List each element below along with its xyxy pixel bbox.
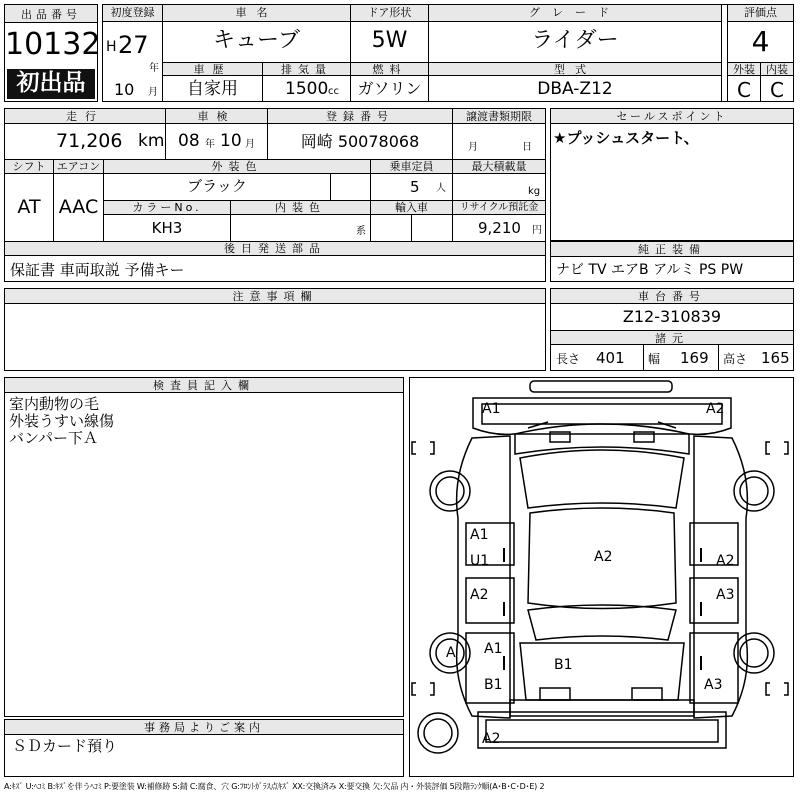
later-parts: 保証書 車両取説 予備キー	[10, 261, 185, 279]
first-listing-text: 初出品	[16, 70, 86, 96]
inspection-month: 10	[220, 131, 242, 151]
displacement-unit: cc	[328, 86, 339, 97]
interior-label: 内装	[766, 63, 788, 76]
first-reg-label: 初度登録	[110, 6, 155, 19]
mileage-label: 走行	[66, 110, 104, 123]
model-label: 型式	[554, 63, 596, 76]
damage-mark: A2	[706, 401, 725, 417]
width: 169	[680, 349, 709, 367]
spec-label: 諸元	[655, 332, 689, 345]
capacity-unit: 人	[436, 183, 446, 194]
length-label: 長さ	[556, 352, 581, 366]
inspector-label: 検査員記入欄	[153, 379, 255, 392]
displacement: 1500	[285, 79, 329, 99]
max-load-label: 最大積載量	[471, 160, 527, 173]
first-reg-month: 10	[114, 80, 135, 99]
mileage: 71,206	[56, 130, 123, 152]
damage-mark: U1	[470, 553, 490, 569]
color-no-label: カラーNo.	[132, 201, 202, 214]
car-outline	[410, 378, 795, 778]
exterior-grade: C	[737, 78, 751, 102]
height-label: 高さ	[723, 352, 748, 366]
inspector-note: 室内動物の毛	[9, 395, 100, 413]
damage-mark: A1	[482, 401, 501, 417]
damage-mark: A2	[716, 553, 735, 569]
grade-label: グレード	[529, 6, 621, 19]
capacity: 5	[410, 178, 420, 196]
history-label: 車歴	[193, 63, 232, 76]
notes-label: 注意事項欄	[232, 290, 318, 303]
damage-mark: A	[446, 645, 456, 661]
damage-mark: A3	[704, 677, 723, 693]
lot-number-label: 出品番号	[21, 8, 81, 21]
damage-mark: A2	[482, 731, 501, 747]
equipment: ナビ TV エアB アルミ PS PW	[556, 262, 744, 278]
inspection-year-unit: 年	[205, 139, 215, 150]
legend-footer: A:ｷｽﾞ U:ﾍｺﾐ B:ｷｽﾞを伴うﾍｺﾐ P:要塗装 W:補修跡 S:錆 C:腐食、穴 G:ﾌﾛﾝﾄｶﾞﾗｽ点ｷｽﾞ XX:交換済み X:要交換 欠:欠品 内・外装評価 5段階ﾗﾝｸ順(A･B･C･D･E) 2	[4, 782, 545, 791]
equipment-label: 純正装備	[638, 243, 706, 256]
fuel-label: 燃料	[372, 63, 407, 76]
sales-point-text: ★プッシュスタート、	[553, 129, 699, 147]
transfer-day-unit: 日	[522, 142, 532, 153]
capacity-label: 乗車定員	[389, 160, 434, 173]
inspection-month-unit: 月	[245, 139, 255, 150]
damage-mark: B1	[554, 657, 573, 673]
lot-number: 10132	[5, 27, 101, 62]
transfer-month-unit: 月	[468, 142, 478, 153]
grade: ライダー	[531, 28, 619, 53]
aircon-label: エアコン	[56, 160, 101, 173]
later-parts-label: 後日発送部品	[224, 242, 326, 255]
recycle-label: リサイクル預託金	[459, 202, 539, 213]
damage-mark: A2	[594, 549, 613, 565]
recycle-fee: 9,210	[478, 219, 521, 237]
sales-point-label: セールスポイント	[616, 110, 728, 123]
exterior-label: 外装	[733, 63, 755, 76]
score-label: 評価点	[744, 6, 777, 19]
ext-color-label: 外装色	[211, 160, 263, 173]
reg-number-label: 登録番号	[326, 110, 394, 123]
ext-color: ブラック	[187, 177, 247, 195]
aircon: AAC	[58, 196, 99, 218]
int-color-label: 内装色	[275, 201, 326, 214]
max-load-unit: kg	[528, 186, 541, 197]
length: 401	[596, 349, 625, 367]
year-unit: 年	[149, 63, 159, 74]
chassis-number: Z12-310839	[622, 307, 722, 326]
damage-mark: A1	[470, 527, 489, 543]
car-name: キューブ	[213, 28, 300, 53]
lot-number-box	[4, 4, 101, 102]
car-name-label: 車名	[235, 6, 278, 19]
damage-mark: B1	[484, 677, 503, 693]
interior-grade: C	[770, 78, 784, 102]
office-label: 事務局よりご案内	[144, 721, 264, 734]
inspector-note: バンパー下Ａ	[9, 429, 98, 447]
damage-mark: A3	[716, 587, 735, 603]
inspector-note: 外装うすい線傷	[9, 412, 115, 430]
reg-number: 岡崎 50078068	[300, 132, 420, 151]
door-label: ドア形状	[367, 6, 412, 19]
damage-mark: A1	[484, 641, 503, 657]
import-label: 輸入車	[395, 201, 428, 214]
history: 自家用	[187, 79, 238, 99]
score: 4	[751, 25, 770, 58]
recycle-unit: 円	[532, 225, 542, 236]
inspection-year: 08	[178, 131, 200, 151]
inspection-label: 車検	[197, 110, 236, 123]
color-no: KH3	[151, 219, 183, 237]
model-code: DBA-Z12	[537, 79, 613, 99]
damage-mark: A2	[470, 587, 489, 603]
era: H	[106, 39, 117, 55]
fuel: ガソリン	[357, 79, 422, 98]
displacement-label: 排気量	[281, 63, 332, 76]
door-type: 5W	[371, 28, 408, 53]
transfer-deadline-label: 譲渡書類期限	[466, 110, 532, 123]
width-label: 幅	[648, 352, 661, 366]
shift-label: シフト	[12, 160, 46, 173]
height: 165	[761, 349, 790, 367]
mileage-unit: km	[138, 131, 165, 151]
month-unit: 月	[148, 87, 158, 98]
office-note: ＳＤカード預り	[12, 737, 118, 755]
int-color-unit: 系	[356, 226, 366, 237]
sales-point-box	[550, 108, 794, 241]
shift: AT	[17, 196, 41, 218]
chassis-label: 車台番号	[638, 290, 706, 303]
damage-diagram	[409, 377, 794, 777]
first-reg-year: 27	[118, 31, 149, 59]
